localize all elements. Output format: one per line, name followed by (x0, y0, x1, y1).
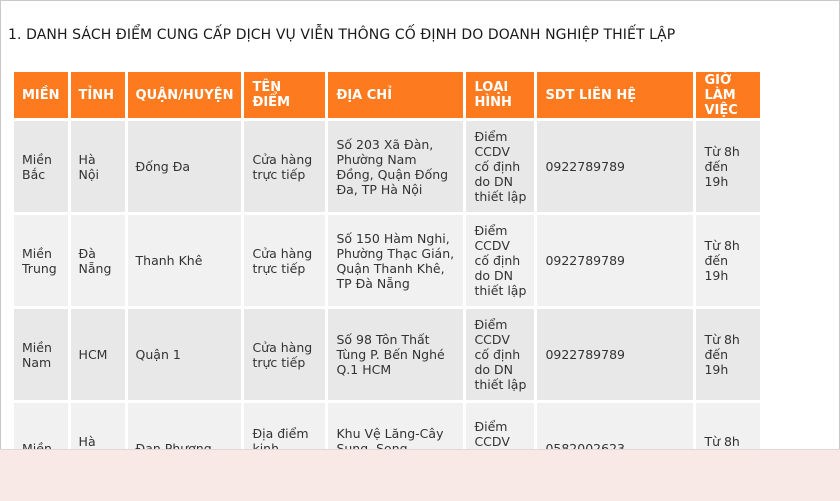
cell-province: Hà (71, 403, 125, 494)
cell-address: Số 98 Tôn Thất Tùng P. Bến Nghé Q.1 HCM (328, 309, 463, 400)
header-province: TỈNH (71, 72, 125, 118)
bottom-overlay-band (0, 449, 840, 501)
cell-point-name: Cửa hàng trực tiếp (244, 215, 325, 306)
cell-hours: Từ 8h đến 19h (696, 309, 760, 400)
table-row (14, 309, 760, 400)
cell-district: Đống Đa (128, 121, 242, 212)
table-row (14, 121, 760, 212)
cell-district: Thanh Khê (128, 215, 242, 306)
cell-point-name: Cửa hàng trực tiếp (244, 309, 325, 400)
header-address: ĐỊA CHỈ (328, 72, 463, 118)
cell-phone: 0922789789 (537, 215, 693, 306)
cell-region: Miền Nam (14, 309, 68, 400)
cell-type: Điểm CCDV cố định do DN thiết lập (466, 121, 534, 212)
cell-address: Số 203 Xã Đàn, Phường Nam Đồng, Quận Đống Đa, TP Hà Nội (328, 121, 463, 212)
cell-phone: 0922789789 (537, 309, 693, 400)
header-district: QUẬN/HUYỆN (128, 72, 242, 118)
cell-hours: Từ 8h (696, 403, 760, 494)
cell-province: HCM (71, 309, 125, 400)
service-points-table (11, 69, 763, 497)
header-point-name: TÊN ĐIỂM (244, 72, 325, 118)
cell-point-name: Địa điểm (244, 403, 325, 494)
cell-region: Miền Bắc (14, 121, 68, 212)
cell-address: Khu Vệ Lăng-Cây (328, 403, 463, 494)
cell-hours: Từ 8h đến 19h (696, 121, 760, 212)
cell-type: Điểm CCDV (466, 403, 534, 494)
header-region: MIỀN (14, 72, 68, 118)
header-type: LOẠI HÌNH (466, 72, 534, 118)
cell-address: Số 150 Hàm Nghi, Phường Thạc Gián, Quận Thanh Khê, TP Đà Nẵng (328, 215, 463, 306)
cell-hours: Từ 8h đến 19h (696, 215, 760, 306)
header-hours: GIỜ LÀM VIỆC (696, 72, 760, 118)
cell-type: Điểm CCDV cố định do DN thiết lập (466, 215, 534, 306)
section-title: 1. DANH SÁCH ĐIỂM CUNG CẤP DỊCH VỤ VIỄN THÔNG CỐ ĐỊNH DO DOANH NGHIỆP THIẾT LẬP (8, 27, 676, 43)
header-phone: SDT LIÊN HỆ (537, 72, 693, 118)
table-header-row (14, 72, 760, 118)
cell-phone: 0922789789 (537, 121, 693, 212)
cell-province: Đà Nẵng (71, 215, 125, 306)
cell-type: Điểm CCDV cố định do DN thiết lập (466, 309, 534, 400)
cell-district: Quận 1 (128, 309, 242, 400)
cell-province: Hà Nội (71, 121, 125, 212)
cell-point-name: Cửa hàng trực tiếp (244, 121, 325, 212)
cell-region: Miền Trung (14, 215, 68, 306)
table-row (14, 215, 760, 306)
